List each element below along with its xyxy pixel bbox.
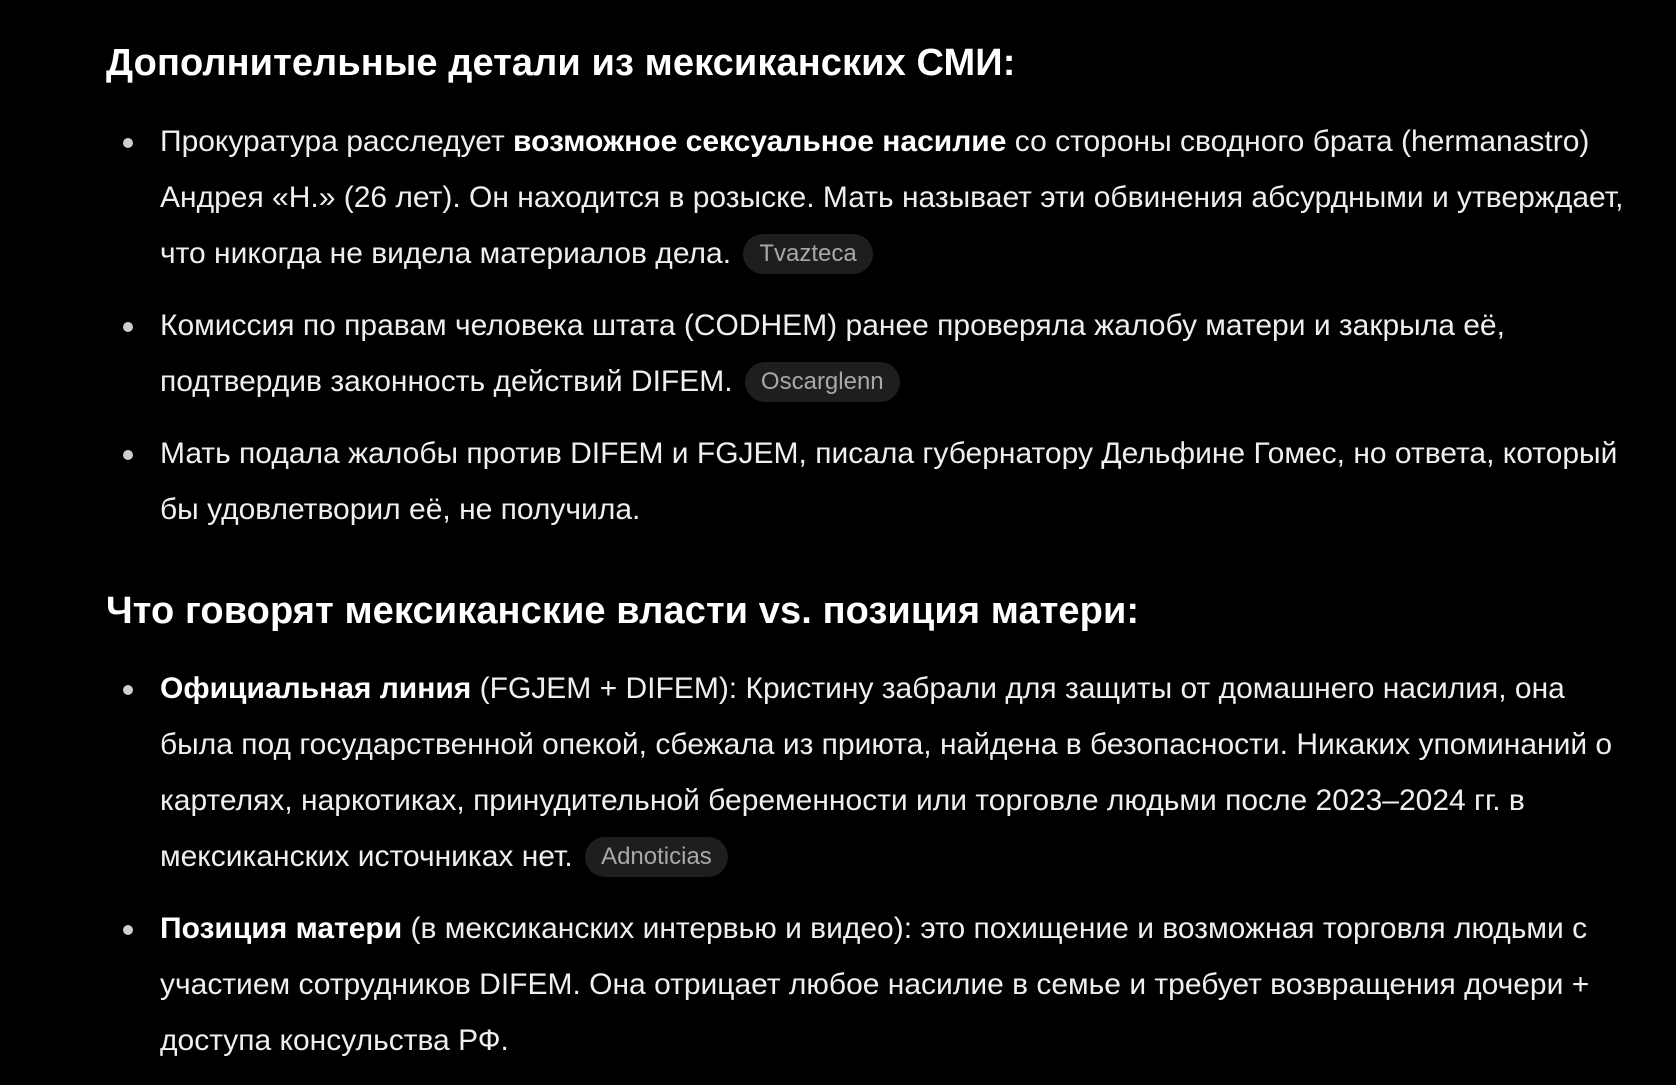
item-text-post: (в мексиканских интервью и видео): это похищение и возможная торговля людьми с участием сотрудников DIFEM. Она отрицает любое насилие в семье и требует возвращения дочери + доступа консульства РФ. — [160, 912, 1590, 1057]
source-chip-tvazteca[interactable]: Tvazteca — [743, 234, 872, 274]
list-item — [106, 114, 1636, 282]
section-heading-media-details: Дополнительные детали из мексиканских СМИ: — [106, 42, 1016, 84]
item-text-post: со стороны сводного брата (hermanastro) Андрея «Н.» (26 лет). Он находится в розыске. Мать называет эти обвинения абсурдными и утверждает, что никогда не видела материалов дела. — [160, 125, 1624, 270]
bullet-icon — [123, 685, 133, 695]
source-chip-adnoticias[interactable]: Adnoticias — [585, 837, 728, 877]
item-text: Комиссия по правам человека штата (CODHEM) ранее проверяла жалобу матери и закрыла её, подтвердив законность действий DIFEM. — [160, 309, 1505, 398]
item-text-bold: возможное сексуальное насилие — [513, 125, 1007, 158]
authorities-vs-mother-list — [106, 661, 1636, 1085]
section-heading-authorities-vs-mother: Что говорят мексиканские власти vs. позиция матери: — [106, 590, 1140, 632]
bullet-icon — [123, 138, 133, 148]
bullet-icon — [123, 925, 133, 935]
list-item — [106, 298, 1636, 410]
item-text-post: (FGJEM + DIFEM): Кристину забрали для защиты от домашнего насилия, она была под государственной опекой, сбежала из приюта, найдена в безопасности. Никаких упоминаний о картелях, наркотиках, принудительной беременности или торговле людьми после 2023–2024 гг. в мексиканских источниках нет. — [160, 672, 1613, 873]
source-chip-oscarglenn[interactable]: Oscarglenn — [745, 362, 900, 402]
media-details-list — [106, 114, 1636, 554]
bullet-icon — [123, 322, 133, 332]
item-text: Мать подала жалобы против DIFEM и FGJEM, писала губернатору Дельфине Гомес, но ответа, который бы удовлетворил её, не получила. — [160, 437, 1618, 526]
item-text-bold: Официальная линия — [160, 672, 472, 705]
item-text-bold: Позиция матери — [160, 912, 403, 945]
item-text-pre: Прокуратура расследует — [160, 125, 514, 158]
list-item — [106, 426, 1636, 538]
bullet-icon — [123, 450, 133, 460]
list-item — [106, 901, 1636, 1069]
list-item — [106, 661, 1636, 885]
